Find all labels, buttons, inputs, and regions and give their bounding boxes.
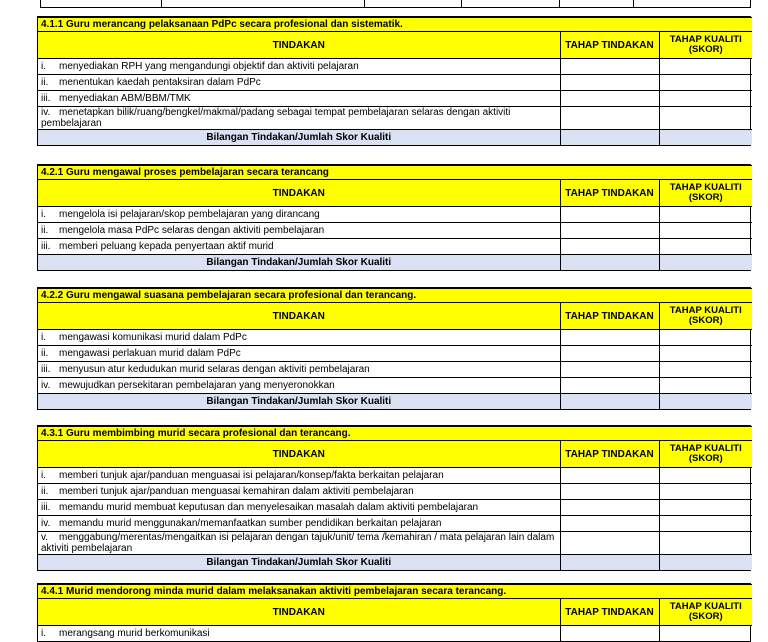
tahap-tindakan-cell[interactable] <box>560 516 659 532</box>
tahap-tindakan-cell[interactable] <box>560 626 659 642</box>
item-text: memberi tunjuk ajar/panduan menguasai isi pelajaran/konsep/fakta berkaitan pelajaran <box>59 470 444 481</box>
item-number: i. <box>41 628 46 639</box>
item-text: menyusun atur kedudukan murid selaras dengan aktiviti pembelajaran <box>59 364 370 375</box>
tahap-tindakan-cell[interactable] <box>560 75 659 91</box>
item-number: iv. <box>41 518 51 529</box>
item-number: iv. <box>41 107 51 118</box>
action-item <box>38 223 560 239</box>
tahap-kualiti-cell[interactable] <box>659 239 752 255</box>
item-number: ii. <box>41 348 49 359</box>
total-row <box>38 130 752 146</box>
column-header-tahap-tindakan: TAHAP TINDAKAN <box>560 180 659 207</box>
item-text: menentukan kaedah pentaksiran dalam PdPc <box>59 77 261 88</box>
column-header-tahap-tindakan: TAHAP TINDAKAN <box>560 32 659 59</box>
action-item <box>38 468 560 484</box>
tahap-tindakan-cell[interactable] <box>560 223 659 239</box>
column-header-tahap-tindakan: TAHAP TINDAKAN <box>560 441 659 468</box>
tahap-tindakan-cell[interactable] <box>560 59 659 75</box>
column-header-tindakan: TINDAKAN <box>38 599 560 626</box>
item-text: mengelola masa PdPc selaras dengan aktiviti pembelajaran <box>59 225 325 236</box>
total-skor-kualiti-cell[interactable] <box>659 394 752 410</box>
table-row <box>38 91 752 107</box>
action-item <box>38 516 560 532</box>
rubric-section <box>37 16 751 146</box>
item-number: i. <box>41 470 46 481</box>
total-tahap-tindakan-cell[interactable] <box>560 255 659 271</box>
rubric-section <box>37 425 751 571</box>
action-item <box>38 362 560 378</box>
tahap-kualiti-cell[interactable] <box>659 362 752 378</box>
tahap-kualiti-cell[interactable] <box>659 484 752 500</box>
item-number: iii. <box>41 502 51 513</box>
tahap-kualiti-cell[interactable] <box>659 626 752 642</box>
item-text: memandu murid menggunakan/memanfaatkan sumber pendidikan berkaitan pelajaran <box>59 518 442 529</box>
table-row <box>38 75 752 91</box>
section-title: 4.3.1 Guru membimbing murid secara profesional dan terancang. <box>38 427 752 441</box>
item-text: memberi tunjuk ajar/panduan menguasai kemahiran dalam aktiviti pembelajaran <box>59 486 414 497</box>
item-text: menetapkan bilik/ruang/bengkel/makmal/padang sebagai tempat pembelajaran selaras dengan aktiviti pembelajaran <box>41 107 511 129</box>
column-header-tindakan: TINDAKAN <box>38 32 560 59</box>
column-header-tahap-kualiti: TAHAP KUALITI (SKOR) <box>659 599 752 626</box>
item-text: mengelola isi pelajaran/skop pembelajaran yang dirancang <box>59 209 320 220</box>
tahap-tindakan-cell[interactable] <box>560 107 659 130</box>
item-text: mewujudkan persekitaran pembelajaran yang menyeronokkan <box>59 380 335 391</box>
column-header-tindakan: TINDAKAN <box>38 303 560 330</box>
tahap-kualiti-cell[interactable] <box>659 468 752 484</box>
item-text: menggabung/merentas/mengaitkan isi pelajaran dengan tajuk/unit/ tema /kemahiran / mata pelajaran lain dalam aktiviti pembelajaran <box>41 532 555 554</box>
action-item <box>38 346 560 362</box>
table-row <box>38 330 752 346</box>
tahap-kualiti-cell[interactable] <box>659 532 752 555</box>
action-item <box>38 239 560 255</box>
total-tahap-tindakan-cell[interactable] <box>560 555 659 571</box>
item-number: i. <box>41 332 46 343</box>
tahap-tindakan-cell[interactable] <box>560 500 659 516</box>
item-number: v. <box>41 532 49 543</box>
total-skor-kualiti-cell[interactable] <box>659 255 752 271</box>
table-row <box>38 346 752 362</box>
action-item <box>38 207 560 223</box>
total-skor-kualiti-cell[interactable] <box>659 555 752 571</box>
column-header-tahap-kualiti: TAHAP KUALITI (SKOR) <box>659 180 752 207</box>
item-number: iii. <box>41 93 51 104</box>
table-row <box>38 532 752 555</box>
tahap-tindakan-cell[interactable] <box>560 346 659 362</box>
item-text: menyediakan ABM/BBM/TMK <box>59 93 191 104</box>
column-header-tindakan: TINDAKAN <box>38 180 560 207</box>
column-header-tahap-tindakan: TAHAP TINDAKAN <box>560 303 659 330</box>
tahap-kualiti-cell[interactable] <box>659 59 752 75</box>
total-tahap-tindakan-cell[interactable] <box>560 394 659 410</box>
item-text: mengawasi perlakuan murid dalam PdPc <box>59 348 241 359</box>
tahap-tindakan-cell[interactable] <box>560 239 659 255</box>
table-row <box>38 484 752 500</box>
table-row <box>38 207 752 223</box>
tahap-kualiti-cell[interactable] <box>659 346 752 362</box>
rubric-section <box>37 287 751 410</box>
action-item <box>38 91 560 107</box>
total-row <box>38 394 752 410</box>
tahap-tindakan-cell[interactable] <box>560 532 659 555</box>
action-item <box>38 378 560 394</box>
column-header-tahap-kualiti: TAHAP KUALITI (SKOR) <box>659 303 752 330</box>
action-item <box>38 626 560 642</box>
tahap-tindakan-cell[interactable] <box>560 484 659 500</box>
table-row <box>38 516 752 532</box>
tahap-tindakan-cell[interactable] <box>560 330 659 346</box>
rubric-section <box>37 583 751 642</box>
previous-table-bottom <box>40 0 751 8</box>
action-item <box>38 107 560 130</box>
tahap-kualiti-cell[interactable] <box>659 223 752 239</box>
table-row <box>38 500 752 516</box>
table-row <box>38 59 752 75</box>
total-row <box>38 555 752 571</box>
rubric-section <box>37 164 751 271</box>
column-header-tindakan: TINDAKAN <box>38 441 560 468</box>
total-label: Bilangan Tindakan/Jumlah Skor Kualiti <box>38 255 560 271</box>
tahap-kualiti-cell[interactable] <box>659 330 752 346</box>
item-number: ii. <box>41 486 49 497</box>
section-title: 4.4.1 Murid mendorong minda murid dalam melaksanakan aktiviti pembelajaran secara terancang. <box>38 585 752 599</box>
total-label: Bilangan Tindakan/Jumlah Skor Kualiti <box>38 130 560 146</box>
section-title: 4.1.1 Guru merancang pelaksanaan PdPc secara profesional dan sistematik. <box>38 18 752 32</box>
total-label: Bilangan Tindakan/Jumlah Skor Kualiti <box>38 394 560 410</box>
section-title: 4.2.1 Guru mengawal proses pembelajaran secara terancang <box>38 166 752 180</box>
action-item <box>38 59 560 75</box>
item-number: i. <box>41 61 46 72</box>
total-label: Bilangan Tindakan/Jumlah Skor Kualiti <box>38 555 560 571</box>
table-row <box>38 378 752 394</box>
item-number: ii. <box>41 225 49 236</box>
tahap-kualiti-cell[interactable] <box>659 378 752 394</box>
item-number: i. <box>41 209 46 220</box>
item-number: iii. <box>41 364 51 375</box>
table-row <box>38 468 752 484</box>
tahap-kualiti-cell[interactable] <box>659 107 752 130</box>
item-text: memberi peluang kepada penyertaan aktif murid <box>59 241 274 252</box>
action-item <box>38 75 560 91</box>
table-row <box>38 107 752 130</box>
tahap-tindakan-cell[interactable] <box>560 362 659 378</box>
column-header-tahap-kualiti: TAHAP KUALITI (SKOR) <box>659 32 752 59</box>
column-header-tahap-kualiti: TAHAP KUALITI (SKOR) <box>659 441 752 468</box>
tahap-tindakan-cell[interactable] <box>560 468 659 484</box>
action-item <box>38 500 560 516</box>
tahap-tindakan-cell[interactable] <box>560 378 659 394</box>
total-tahap-tindakan-cell[interactable] <box>560 130 659 146</box>
table-row <box>38 626 752 642</box>
item-number: iii. <box>41 241 51 252</box>
section-title: 4.2.2 Guru mengawal suasana pembelajaran secara profesional dan terancang. <box>38 289 752 303</box>
item-text: memandu murid membuat keputusan dan menyelesaikan masalah dalam aktiviti pembelajaran <box>59 502 479 513</box>
item-text: mengawasi komunikasi murid dalam PdPc <box>59 332 247 343</box>
item-number: ii. <box>41 77 49 88</box>
tahap-kualiti-cell[interactable] <box>659 75 752 91</box>
column-header-tahap-tindakan: TAHAP TINDAKAN <box>560 599 659 626</box>
tahap-tindakan-cell[interactable] <box>560 207 659 223</box>
table-row <box>38 239 752 255</box>
table-row <box>38 223 752 239</box>
tahap-tindakan-cell[interactable] <box>560 91 659 107</box>
total-row <box>38 255 752 271</box>
action-item <box>38 484 560 500</box>
tahap-kualiti-cell[interactable] <box>659 207 752 223</box>
table-row <box>38 362 752 378</box>
tahap-kualiti-cell[interactable] <box>659 516 752 532</box>
action-item <box>38 532 560 555</box>
item-number: iv. <box>41 380 51 391</box>
item-text: menyediakan RPH yang mengandungi objektif dan aktiviti pelajaran <box>59 61 359 72</box>
tahap-kualiti-cell[interactable] <box>659 500 752 516</box>
action-item <box>38 330 560 346</box>
total-skor-kualiti-cell[interactable] <box>659 130 752 146</box>
item-text: merangsang murid berkomunikasi <box>59 628 210 639</box>
tahap-kualiti-cell[interactable] <box>659 91 752 107</box>
